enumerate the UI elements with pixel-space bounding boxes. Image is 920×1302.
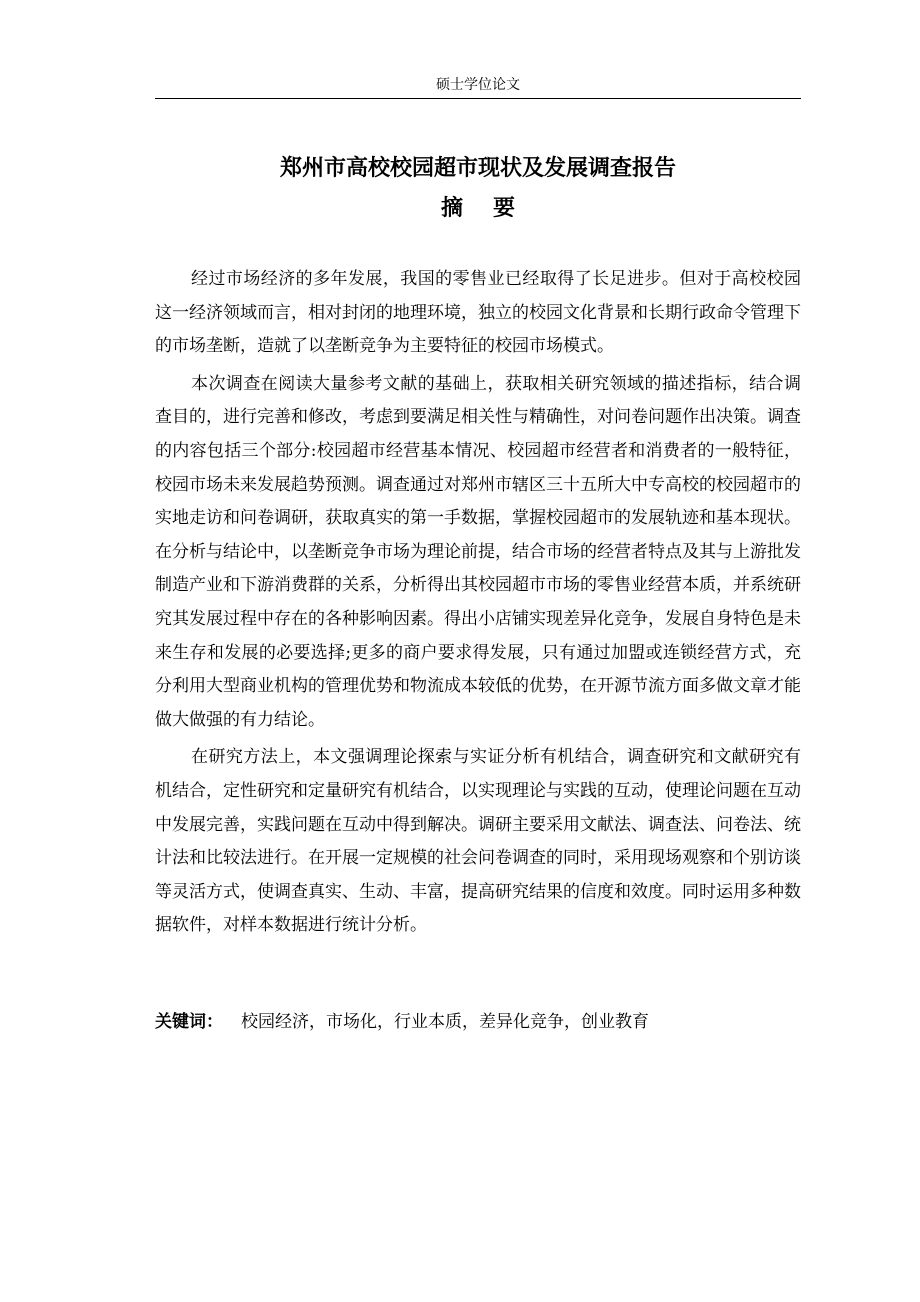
abstract-body bbox=[155, 263, 801, 947]
keywords-text: 校园经济，市场化，行业本质，差异化竞争，创业教育 bbox=[241, 1012, 649, 1032]
keywords-line bbox=[155, 1006, 801, 1039]
document-title: 郑州市高校校园超市现状及发展调查报告 bbox=[279, 156, 676, 181]
abstract-heading bbox=[155, 192, 801, 226]
abstract-heading-char-1: 摘 bbox=[440, 196, 463, 221]
abstract-paragraph-1: 经过市场经济的多年发展，我国的零售业已经取得了长足进步。但对于高校校园这一经济领域而言，相对封闭的地理环境，独立的校园文化背景和长期行政命令管理下的市场垄断，造就了以垄断竞争为主要特征的校园市场模式。 bbox=[155, 269, 801, 357]
header-rule bbox=[155, 98, 801, 99]
abstract-paragraph-3: 在研究方法上，本文强调理论探索与实证分析有机结合，调查研究和文献研究有机结合，定性研究和定量研究有机结合，以实现理论与实践的互动，使理论问题在互动中发展完善，实践问题在互动中得到解决。调研主要采用文献法、调查法、问卷法、统计法和比较法进行。在开展一定规模的社会问卷调查的同时，采用现场观察和个别访谈等灵活方式，使调查真实、生动、丰富，提高研究结果的信度和效度。同时运用多种数据软件，对样本数据进行统计分析。 bbox=[155, 747, 801, 936]
running-header: 硕士学位论文 bbox=[436, 77, 520, 93]
keywords-label: 关键词： bbox=[155, 1012, 223, 1032]
abstract-heading-char-2: 要 bbox=[493, 196, 516, 221]
abstract-paragraph-2: 本次调查在阅读大量参考文献的基础上，获取相关研究领域的描述指标，结合调查目的，进行完善和修改，考虑到要满足相关性与精确性，对问卷问题作出决策。调查的内容包括三个部分:校园超市经营基本情况、校园超市经营者和消费者的一般特征，校园市场未来发展趋势预测。调查通过对郑州市辖区三十五所大中专高校的校园超市的实地走访和问卷调研，获取真实的第一手数据，掌握校园超市的发展轨迹和基本现状。在分析与结论中，以垄断竞争市场为理论前提，结合市场的经营者特点及其与上游批发制造产业和下游消费群的关系，分析得出其校园超市市场的零售业经营本质，并系统研究其发展过程中存在的各种影响因素。得出小店铺实现差异化竞争，发展自身特色是未来生存和发展的必要选择;更多的商户要求得发展，只有通过加盟或连锁经营方式，充分利用大型商业机构的管理优势和物流成本较低的优势，在开源节流方面多做文章才能做大做强的有力结论。 bbox=[155, 373, 801, 730]
